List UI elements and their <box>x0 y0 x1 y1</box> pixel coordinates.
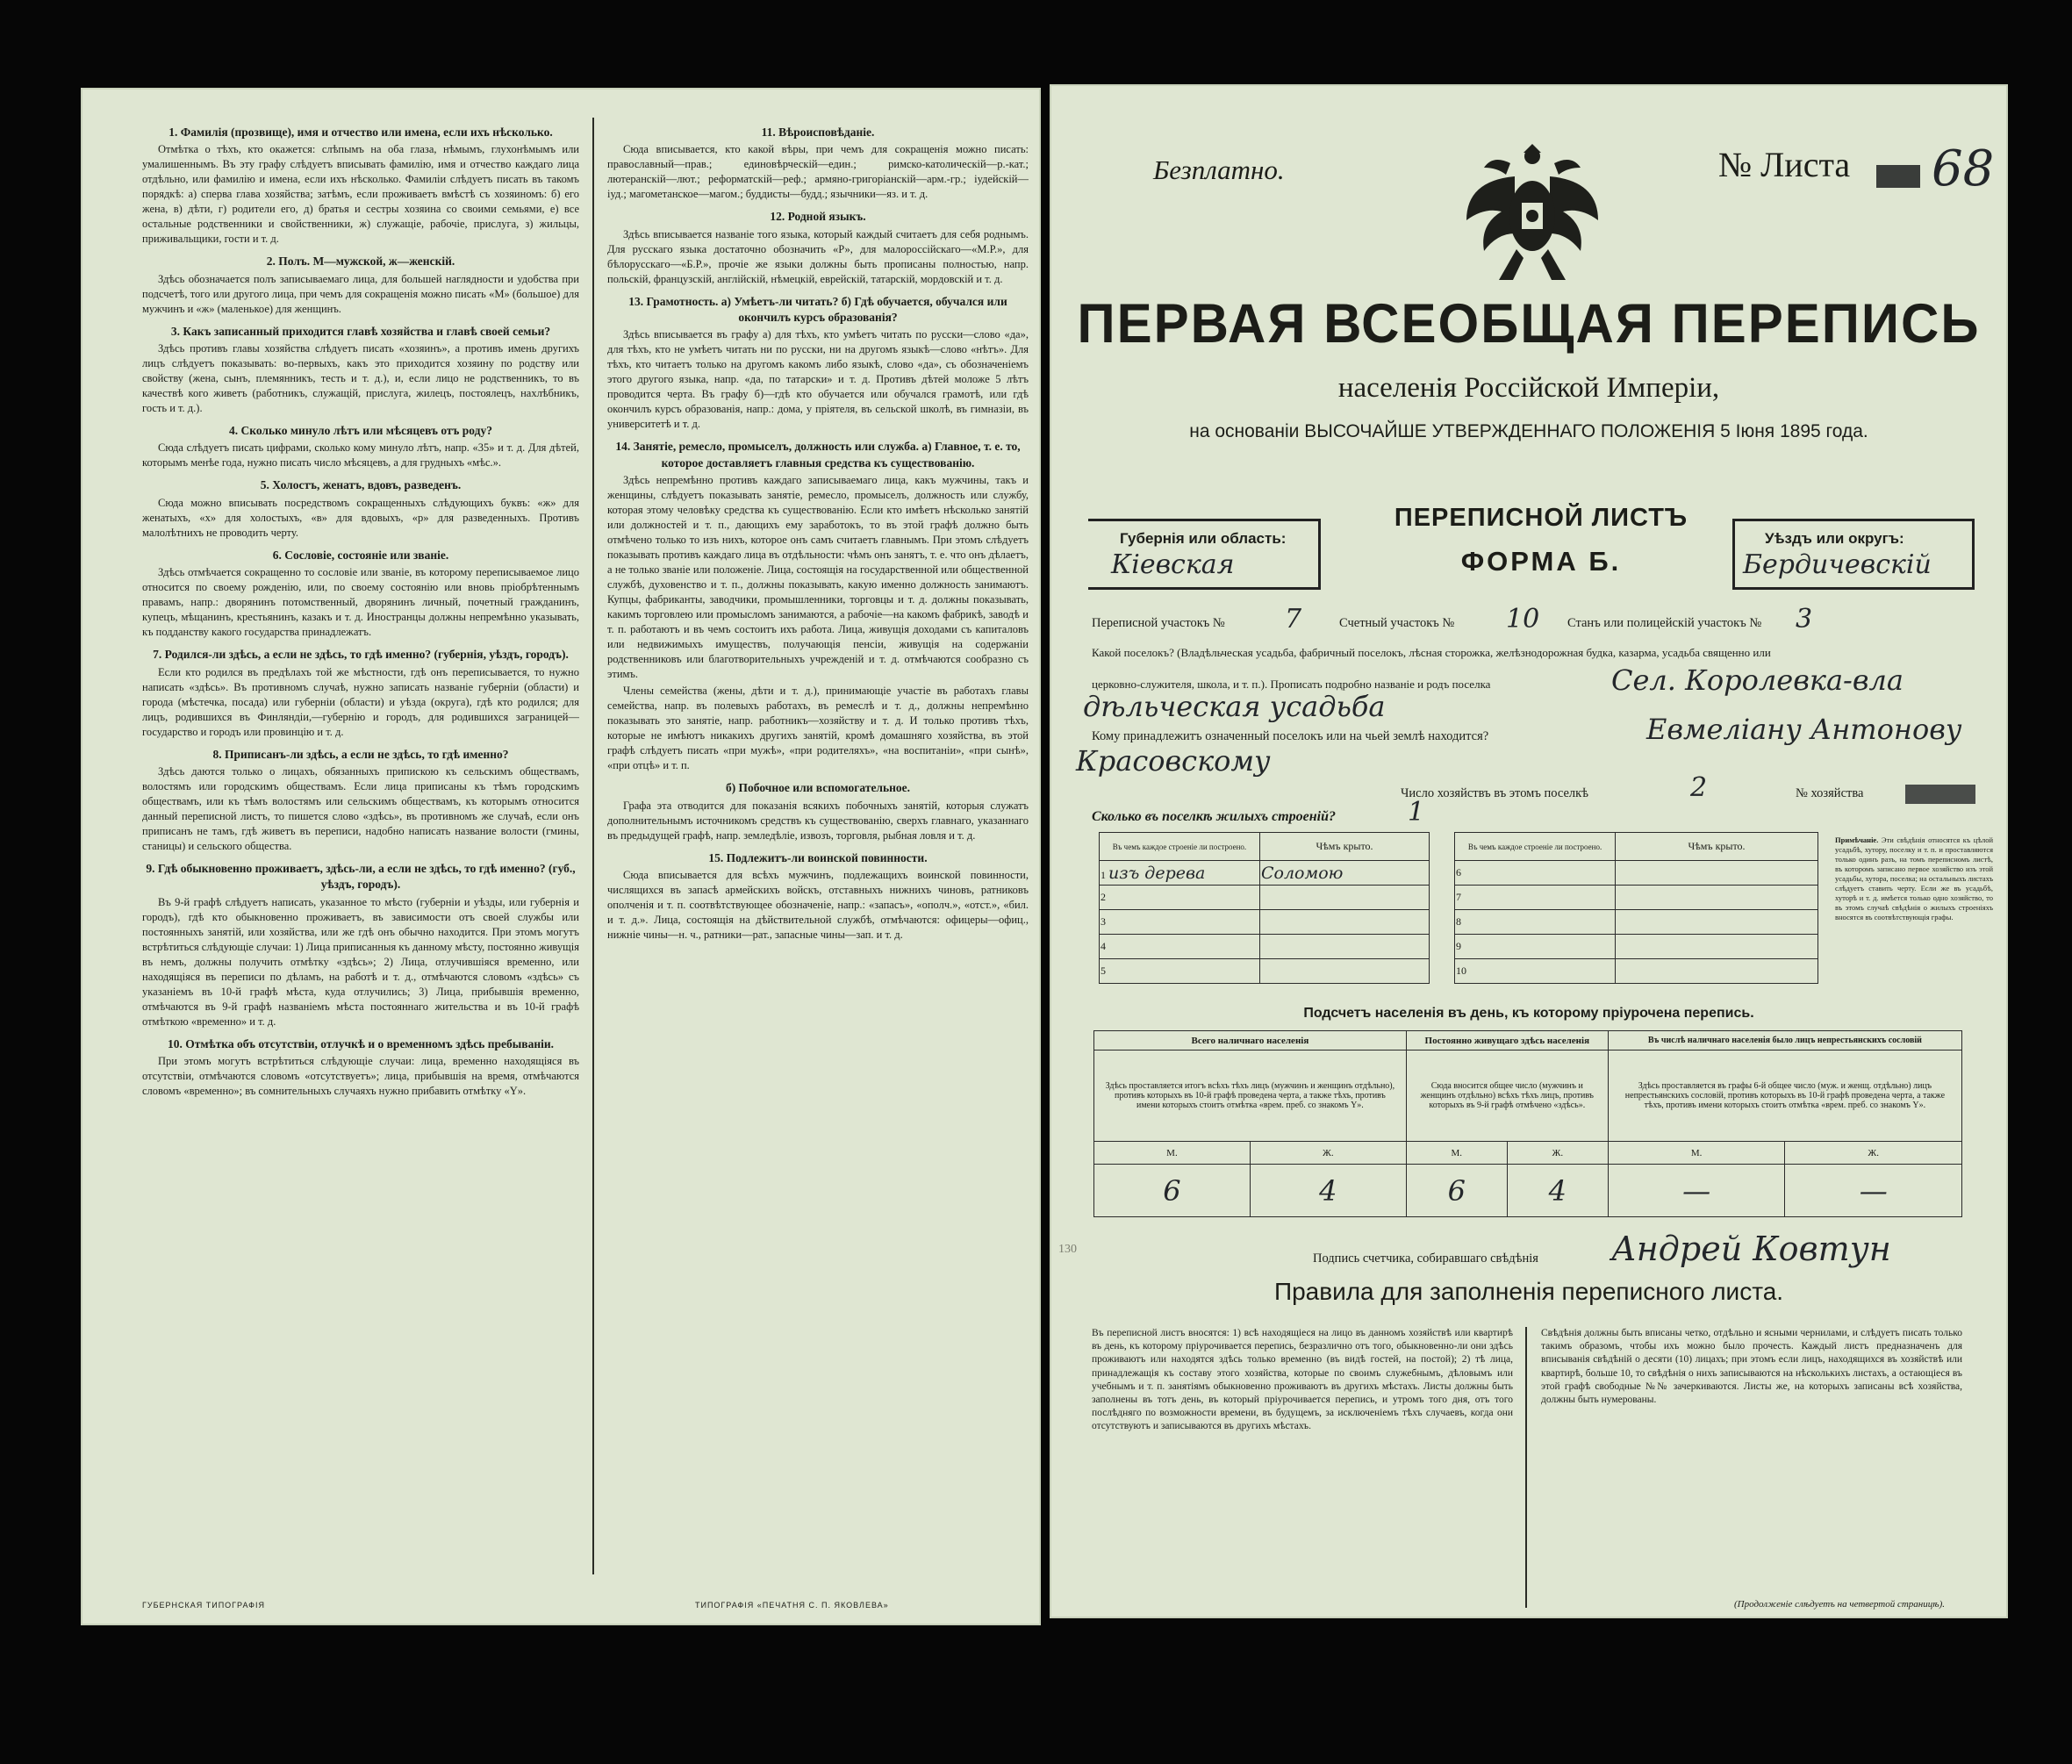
section-title: 15. Подлежитъ-ли воинской повинности. <box>708 850 928 864</box>
household-no-label: № хозяйства <box>1796 786 1864 800</box>
building-row: 4 <box>1100 935 1260 959</box>
settlement-label-2: церковно-служителя, школа, и т. п.). Прописать подробно названіе и родъ поселка <box>1092 678 1491 691</box>
form-name: ФОРМА Б. <box>1460 546 1622 577</box>
redaction-box <box>1876 165 1920 188</box>
count-district-label: Счетный участокъ № <box>1339 616 1455 630</box>
owner-value-2: Красовскому <box>1076 744 1271 778</box>
uezd-value: Бердичевскій <box>1743 549 1932 580</box>
section-text: Сюда вписывается, кто какой вѣры, при чемъ для сокращенія можно писать: православный—прав.; единовѣрческій—един.; римско-католическій—р.-кат.; лютеранскій—лют.; реформатскій—реф.; армяно-григоріанскій—арм.-гр.; іудейскій—іуд.; магометанское—магом.; буддисты—будд.; язычники—яз. и т. д. <box>607 143 1029 201</box>
count-header-nonpeasant: Въ числѣ наличнаго населенія было лицъ непрестьянскихъ сословій <box>1608 1031 1961 1051</box>
owner-value: Евмеліану Антонову <box>1646 713 1962 746</box>
guberniya-value: Кіевская <box>1111 549 1235 580</box>
owner-label: Кому принадлежитъ означенный поселокъ или на чьей землѣ находится? <box>1092 729 1489 743</box>
count-value: 6 <box>1094 1165 1251 1217</box>
form-title: ПЕРЕПИСНОЙ ЛИСТЪ <box>1394 504 1688 532</box>
count-col-m: М. <box>1094 1142 1251 1165</box>
sheet-number-handwritten: 68 <box>1932 140 1995 197</box>
rules-divider <box>1525 1327 1527 1608</box>
settlement-value-2: дѣльческая усадьба <box>1083 690 1386 723</box>
uezd-label: Уѣздъ или округъ: <box>1765 530 1904 547</box>
count-value: 4 <box>1507 1165 1608 1217</box>
section-title: 14. Занятіе, ремесло, промыселъ, должность или служба. а) Главное, т. е. то, которое доставляетъ главныя средства къ существованію. <box>615 440 1021 470</box>
signature-label: Подпись счетчика, собиравшаго свѣдѣнія <box>1313 1251 1538 1266</box>
section-title: 7. Родился-ли здѣсь, а если не здѣсь, то гдѣ именно? (губернія, уѣздъ, городъ). <box>153 648 569 662</box>
rules-column-a: Въ переписной листъ вносятся: 1) всѣ находящіеся на лицо въ данномъ хозяйствѣ или квартирѣ въ день, къ которому пріурочивается перепись, безразлично отъ того, обыкновенно-ли они здѣсь проживаютъ или находятся здѣсь только временно (въ видѣ гостей, на постой); 2) тѣ лица, принадлежащія къ составу этого хозяйства, которые по своимъ служебнымъ, дѣловымъ или учебнымъ и т. п. занятіямъ обыкновенно проживаютъ въ другихъ мѣстахъ. Листы должны быть заполнены въ тотъ день, въ который пріурочивается перепись, и утромъ того дня, отъ того послѣдняго по возможности времени, въ будущемъ, за исключеніемъ тѣхъ случаевъ, когда они отсутствуютъ и записываются въ другихъ мѣстахъ. <box>1092 1328 1513 1432</box>
section-title: 2. Полъ. М—мужской, ж—женскій. <box>266 255 455 269</box>
redaction-box <box>1905 785 1975 804</box>
buildings-label: Сколько въ поселкѣ жилыхъ строеній? <box>1092 809 1336 824</box>
count-value: 4 <box>1250 1165 1406 1217</box>
instructions-column-b <box>607 118 1029 1574</box>
section-title: 9. Гдѣ обыкновенно проживаетъ, здѣсь-ли, а если не здѣсь, то гдѣ именно? (губ., уѣздъ, городъ). <box>146 861 576 892</box>
printer-footer-left: ГУБЕРНСКАЯ ТИПОГРАФІЯ <box>142 1601 266 1610</box>
building-row: 3 <box>1100 910 1260 935</box>
buildings-table <box>1099 832 1818 984</box>
note-text: Эти свѣдѣнія относятся къ цѣлой усадьбѣ, хутору, поселку и т. п. и проставляются только одинъ разъ, на томъ переписномъ листѣ, въ которомъ записано первое хозяйство изъ этой усадьбы, хутора, поселка; на остальныхъ листахъ слѣдуетъ ставить черту. Если же въ усадьбѣ, хуторѣ и т. д. имѣется только одно хозяйство, то въ этомъ случаѣ свѣдѣнія о жилыхъ строеніяхъ вносятся въ соотвѣтствующія графы. <box>1835 835 1994 922</box>
count-value: — <box>1608 1165 1785 1217</box>
count-value: 6 <box>1406 1165 1507 1217</box>
building-header-right: Въ чемъ каждое строеніе ли построено. <box>1455 833 1616 861</box>
subtitle-decree: на основаніи ВЫСОЧАЙШЕ УТВЕРЖДЕННАГО ПОЛОЖЕНІЯ 5 Іюня 1895 года. <box>1189 421 1868 441</box>
material-header: Чѣмъ крыто. <box>1259 833 1429 861</box>
building-header: Въ чемъ каждое строеніе ли построено. <box>1100 833 1260 861</box>
rules-title: Правила для заполненія переписного листа. <box>1273 1278 1784 1305</box>
count-title: Подсчетъ населенія въ день, къ которому пріурочена перепись. <box>1303 1006 1754 1021</box>
building-row: 10 <box>1455 959 1616 984</box>
section-title: 5. Холостъ, женатъ, вдовъ, разведенъ. <box>260 478 462 492</box>
section-text: Здѣсь обозначается полъ записываемаго лица, для большей наглядности и удобства при подсчетѣ, того или другого лица, при чемъ для сокращенія можно писать «М» (большое) для мужчинъ и «ж» (маленькое) для женщинъ. <box>142 272 579 315</box>
free-label: Безплатно. <box>1153 154 1285 185</box>
sheet-number-label: № Листа <box>1718 145 1851 184</box>
building-row: 2 <box>1100 886 1260 910</box>
section-title: 11. Вѣроисповѣданіе. <box>761 125 875 139</box>
right-page-census-form <box>1050 84 2008 1618</box>
note-block <box>1835 835 1993 922</box>
section-text: Здѣсь непремѣнно противъ каждаго записываемаго лица, какъ мужчины, такъ и женщины, слѣдуетъ показывать занятіе, ремесло, промыселъ, должность или службу, которая этому человѣку средства къ существованію. Если кто имѣетъ нѣсколько занятій или должностей и т. п., дающихъ ему заработокъ, то въ этой графѣ должно быть отмѣчено только то изъ нихъ, которое онъ самъ считаетъ главнымъ. При этомъ слѣдуетъ показывать противъ каждаго лица въ отдѣльности: чѣмъ онъ занятъ, т. е. что онъ дѣлаетъ, а не только званіе или положеніе. Лица, состоящія на государственной или общественной службѣ, духовенство и т. п., должны показывать, какую именно должность занимаютъ. Купцы, фабриканты, заводчики, промышленники, торговцы и т. д. должны показывать, какимъ торговлею или промысломъ занимаются, а рабочіе—на какомъ фабрикѣ, заводѣ и т. п. работаютъ и въ чемъ состоитъ ихъ работа. Лица, живущія доходами съ капиталовъ или недвижимыхъ имуществъ, получающія пенсіи, живущія на содержаніи родственниковъ или благотворительныхъ учрежденій и т. д. отмѣчаются сообразно съ этимъ. <box>607 474 1029 681</box>
section-text: При этомъ могутъ встрѣтиться слѣдующіе случаи: лица, временно находящіяся въ отсутствіи, отмѣчаются словомъ «отсутствуетъ»; лица, прибывшія на время, отмѣчаются словомъ «временно»; въ сомнительныхъ случаяхъ нужно прибавить отмѣтку «Y». <box>142 1054 579 1097</box>
section-text: Члены семейства (жены, дѣти и т. д.), принимающіе участіе въ работахъ главы семейства, напр. въ полевыхъ работахъ, въ ремеслѣ и т. д., должны непремѣнно показывать это занятіе, напр. работникъ—хозяйству и т. д. И только противъ тѣхъ, которые не имѣютъ никакихъ другихъ занятій, кромѣ домашняго хозяйства, въ этой графѣ слѣдуетъ писать «при мужѣ», «при родителяхъ», «на воспитаніи», «при сынѣ», «при отцѣ» и т. п. <box>607 685 1029 772</box>
page-title: ПЕРВАЯ ВСЕОБЩАЯ ПЕРЕПИСЬ <box>1077 292 1981 355</box>
section-text: Здѣсь отмѣчается сокращенно то сословіе или званіе, въ которому переписываемое лицо относится по своему рожденію, или, по своему состоянію или вновь пріобрѣтеннымъ правамъ, напр.: дворянинъ потомственный, дворянинъ личный, почетный гражданинъ, купецъ, мѣщанинъ, крестьянинъ, казакъ и т. д. Иностранцы должны непремѣнно указывать, къ подданству какого государства принадлежатъ. <box>142 566 579 639</box>
section-text: Графа эта отводится для показанія всякихъ побочныхъ занятій, которыя служатъ дополнительнымъ источникомъ средствъ къ существованію, сверхъ главнаго, указаннаго въ предыдущей графѣ, напр. земледѣліе, извозъ, торговля, рыбная ловля и т. д. <box>607 799 1029 842</box>
section-text: Если кто родился въ предѣлахъ той же мѣстности, гдѣ онъ переписывается, то нужно написать «здѣсь». Въ противномъ случаѣ, нужно записать названіе губерніи (области) и города (мѣстечка, посада) или губерніи (области) и уѣзда (округа), гдѣ кто родился; для лицъ, родившихся въ Финляндіи,—губернію и городъ, для родившихся заграницей—государство и городъ или провинцію и т. д. <box>142 665 579 738</box>
buildings-value: 1 <box>1408 797 1425 828</box>
material-cell: Соломою <box>1259 861 1429 886</box>
signature-value: Андрей Ковтун <box>1611 1230 1891 1268</box>
section-title: 4. Сколько минуло лѣтъ или мѣсяцевъ отъ роду? <box>229 424 492 438</box>
count-header-total: Всего наличнаго населенія <box>1094 1031 1407 1051</box>
section-title: 8. Приписанъ-ли здѣсь, а если не здѣсь, то гдѣ именно? <box>212 747 509 761</box>
guberniya-label: Губернія или область: <box>1120 530 1287 547</box>
count-header-permanent: Постоянно живущаго здѣсь населенія <box>1406 1031 1608 1051</box>
police-district-label: Станъ или полицейскій участокъ № <box>1567 616 1762 630</box>
census-district-value: 7 <box>1285 604 1302 635</box>
section-title: 13. Грамотность. а) Умѣетъ-ли читать? б) Гдѣ обучается, обучался или окончилъ курсъ образованія? <box>628 294 1007 325</box>
households-label: Число хозяйствъ въ этомъ поселкѣ <box>1401 786 1589 800</box>
coat-of-arms-eagle-icon <box>1462 137 1602 286</box>
count-col-f: Ж. <box>1785 1142 1962 1165</box>
census-district-label: Переписной участокъ № <box>1092 616 1225 630</box>
building-row: 8 <box>1455 910 1616 935</box>
section-title: 6. Сословіе, состояніе или званіе. <box>272 548 449 562</box>
left-page-instructions <box>81 88 1041 1625</box>
building-row: 7 <box>1455 886 1616 910</box>
count-value: — <box>1785 1165 1962 1217</box>
section-text: Здѣсь противъ главы хозяйства слѣдуетъ писать «хозяинъ», а противъ имень другихъ лицъ слѣдуетъ показывать: во-первыхъ, какъ это приходится хозяину по родству или свойству (жена, сынъ, племянникъ, тесть и т. д.), и, если лицо не родственникъ, то въ качествѣ кого живетъ (работникъ, служащій, прислуга, жилецъ, постоялецъ, нахлѣбникъ, гость и т. д.). <box>142 342 579 415</box>
section-title: 10. Отмѣтка объ отсутствіи, отлучкѣ и о временномъ здѣсь пребываніи. <box>167 1036 555 1051</box>
settlement-label: Какой поселокъ? (Владѣльческая усадьба, фабричный поселокъ, лѣсная сторожка, желѣзнодорожная будка, казарма, усадьба священно или <box>1092 646 1771 659</box>
material-header-right: Чѣмъ крыто. <box>1616 833 1818 861</box>
population-count-table <box>1093 1030 1962 1217</box>
section-text: Сюда можно вписывать посредствомъ сокращенныхъ слѣдующихъ буквъ: «ж» для женатыхъ, «х» для холостыхъ, «в» для вдовыхъ, «р» для разведенныхъ. Противъ малолѣтнихъ не проводить черту. <box>142 496 579 539</box>
printer-footer-right: ТИПОГРАФІЯ «ПЕЧАТНЯ С. П. ЯКОВЛЕВА» <box>695 1601 889 1610</box>
count-note-nonpeasant: Здѣсь проставляется въ графы 6-й общее число (муж. и женщ. отдѣльно) лицъ непрестьянскихъ сословій, противъ которыхъ въ 10-й графѣ проведена черта, а также тѣхъ, противъ имени которыхъ стоитъ отмѣтка «врем. преб. со знакомъ Y». <box>1608 1051 1961 1142</box>
households-value: 2 <box>1690 772 1708 803</box>
rules-column-b: Свѣдѣнія должны быть вписаны четко, отдѣльно и ясными чернилами, и слѣдуетъ писать только такимъ образомъ, чтобы ихъ можно было прочесть. Каждый листъ предназначенъ для вписыванія свѣдѣній о десяти (10) лицахъ; при этомъ если лицъ, находящихся въ хозяйствѣ или квартирѣ, больше 10, то свѣдѣнія о нихъ записываются на нѣсколькихъ листахъ, а остающіеся въ этой графѣ свободные №№ зачеркиваются. Листы же, на которыхъ записаны всѣ хозяйства, должны быть нумерованы. <box>1541 1328 1962 1405</box>
building-row: 1 изъ дерева <box>1100 861 1260 886</box>
settlement-value: Сел. Королевка-вла <box>1611 663 1904 697</box>
building-row: 6 <box>1455 861 1616 886</box>
note-title: Примѣчаніе. <box>1835 835 1879 844</box>
section-text: Здѣсь вписывается названіе того языка, который каждый считаетъ для себя роднымъ. Для русскаго языка достаточно обозначить «Р», для малороссійскаго—«М.Р.», для бѣлорусскаго—«Б.Р.», прочіе же языки должны быть прописаны полностью, напр. польскій, французскій, англійскій, нѣмецкій, еврейскій, татарскій, мордовскій и т. д. <box>607 227 1029 285</box>
count-col-f: Ж. <box>1250 1142 1406 1165</box>
stamp-number: 130 <box>1058 1243 1077 1256</box>
section-title: 12. Родной языкъ. <box>770 210 866 224</box>
count-note-total: Здѣсь проставляется итогъ всѣхъ тѣхъ лицъ (мужчинъ и женщинъ отдѣльно), противъ которыхъ въ 10-й графѣ проведена черта, а также тѣхъ, противъ имени которыхъ стоитъ отмѣтка «врем. преб. со знакомъ Y». <box>1094 1051 1407 1142</box>
section-title: б) Побочное или вспомогательное. <box>725 781 911 795</box>
section-text: Сюда вписывается для всѣхъ мужчинъ, подлежащихъ воинской повинности, числящихся въ запасѣ армейскихъ войскъ, отставныхъ нижнихъ чиновъ, ратниковъ ополченія и т. п. соотвѣтствующее обозначеніе, напр.: «запасъ», «ополч.», «отст.», «бил. и т. д.». Лица, состоящія на дѣйствительной службѣ, отмѣчаются: офицеры—офиц., нижніе чины—н. ч., ратники—рат., запасные чины—зап. и т. д. <box>607 868 1029 941</box>
count-col-m: М. <box>1406 1142 1507 1165</box>
rules-continue: (Продолженіе слѣдуетъ на четвертой страницѣ). <box>1734 1599 1945 1610</box>
section-text: Въ 9-й графѣ слѣдуетъ написать, указанное то мѣсто (губерніи и уѣзды, или губернія и городъ), гдѣ кто обыкновенно проживаетъ, въ зависимости отъ своей службы или постоянныхъ занятій, или хозяйства, или же гдѣ онъ обычно находится. При этомъ могутъ встрѣтиться слѣдующіе случаи: 1) Лица приписанныя къ данному мѣсту, постоянно живущія въ немъ, должны получить отмѣтку «здѣсь»; 2) Лица, отлучившіяся временно, или находящіяся въ переписи по дѣламъ, на работѣ и т. д., отмѣчаются словомъ «здѣсь» съ указаніемъ въ 10-й графѣ мѣста, куда отлучились; 3) Лица, прибывшія временно, отмѣчаются въ 9-й графѣ названіемъ мѣста постояннаго жительства и въ 10-й графѣ отмѣткою «временно» и т. д. <box>142 895 579 1028</box>
building-row: 5 <box>1100 959 1260 984</box>
section-title: 3. Какъ записанный приходится главѣ хозяйства и главѣ своей семьи? <box>170 324 551 338</box>
count-note-permanent: Сюда вносится общее число (мужчинъ и женщинъ отдѣльно) всѣхъ тѣхъ лицъ, противъ которыхъ въ 9-й графѣ отмѣчено «здѣсь». <box>1406 1051 1608 1142</box>
building-row: 9 <box>1455 935 1616 959</box>
section-text: Сюда слѣдуетъ писать цифрами, сколько кому минуло лѣтъ, напр. «35» и т. д. Для дѣтей, которымъ менѣе года, нужно писать число мѣсяцевъ, а для грудныхъ «мѣс.». <box>142 441 579 470</box>
column-divider <box>592 118 594 1574</box>
count-district-value: 10 <box>1506 604 1540 635</box>
count-col-f: Ж. <box>1507 1142 1608 1165</box>
instructions-column-a <box>142 118 579 1574</box>
section-text: Отмѣтка о тѣхъ, кто окажется: слѣпымъ на оба глаза, нѣмымъ, глухонѣмымъ или умалишеннымъ. Въ эту графу слѣдуетъ вписывать фамилію, имя и отчество каждаго лица отдѣльно, или фамилію и имена, если ихъ нѣсколько. Фамиліи слѣдуетъ писать въ такомъ порядкѣ: а) сперва глава хозяйства; затѣмъ, если проживаетъ вмѣстѣ съ хозяиномъ: б) его жена, в) дѣти, г) родители его, д) братья и сестры хозяина со своими семьями, е) все остальные родственники и свойственники, ж) служащіе, рабочіе, прислуга, з) жильцы, приживальщики, гости и т. д. <box>142 143 579 246</box>
section-text: Здѣсь даются только о лицахъ, обязанныхъ припискою къ сельскимъ обществамъ, волостямъ или городскимъ обществамъ. Если лица приписаны къ тѣмъ городскимъ обществамъ, или къ тѣмъ волостямъ или сельскимъ обществамъ, къ которымъ относится данный переписной листъ, то пишется слово «здѣсь», въ противномъ же случаѣ, если онъ приписанъ не тамъ, гдѣ живетъ въ переписи, надобно написать название волости (гмины, станицы) и сельского общества. <box>142 764 579 852</box>
count-col-m: М. <box>1608 1142 1785 1165</box>
subtitle: населенія Россійской Имперіи, <box>1337 372 1720 404</box>
section-title: 1. Фамилія (прозвище), имя и отчество или имена, если ихъ нѣсколько. <box>168 125 553 139</box>
section-text: Здѣсь вписывается въ графу а) для тѣхъ, кто умѣетъ читать по русски—слово «да», для тѣхъ, кто не умѣетъ читать ни по русски, ни на другомъ языкѣ—слово «нѣтъ». Для тѣхъ, кто читаетъ только на другомъ какомъ либо языкѣ, слово «да», съ обозначеніемъ этого другого языка, напр. «да, по татарски» и т. д. Противъ дѣтей моложе 5 лѣтъ проводится черта. Въ графу б)—гдѣ кто обучается или обучался грамотѣ, или гдѣ окончилъ курсъ образованія, напр.: дома, у пріятеля, въ сельской школѣ, въ гимназіи, въ университетѣ и т. д. <box>607 328 1029 431</box>
police-district-value: 3 <box>1796 604 1813 635</box>
